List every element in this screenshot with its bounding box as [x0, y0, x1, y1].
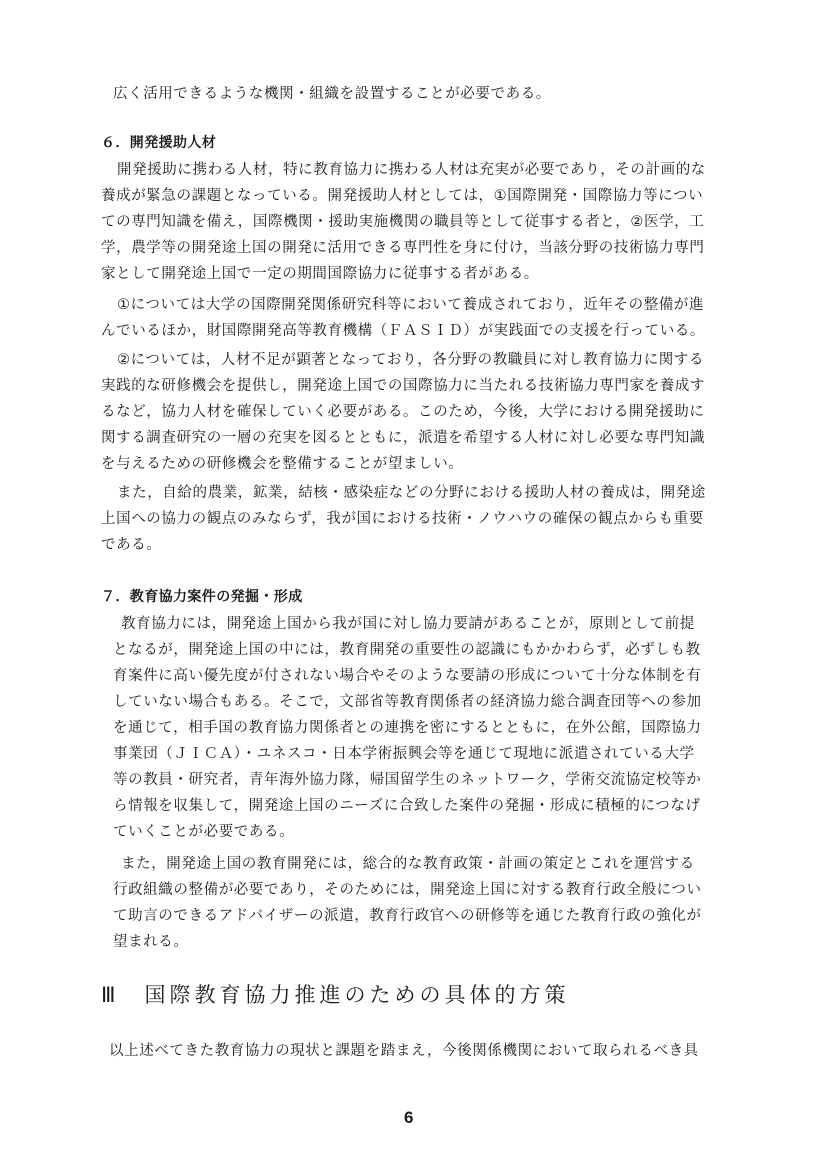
paragraph-line: 行政組織の整備が必要であり，そのためには，開発途上国に対する教育行政全般につい [113, 882, 702, 898]
intro-line: 広く活用できるような機関・組織を設置することが必要である。 [113, 86, 551, 102]
paragraph-line: また，開発途上国の教育開発には，総合的な教育政策・計画の策定とこれを運営する [121, 856, 695, 872]
paragraph-line: ていくことが必要である。 [113, 824, 295, 840]
page-number: 6 [404, 1108, 414, 1127]
paragraph-line: 上国への協力の観点のみならず，我が国における技術・ノウハウの確保の観点からも重要 [101, 511, 704, 527]
paragraph-line: また，自給的農業，鉱業，結核・感染症などの分野における援助人材の養成は，開発途 [117, 485, 706, 501]
paragraph-line: 教育協力には，開発途上国から我が国に対し協力要請があることが，原則として前提 [121, 616, 695, 632]
paragraph-line: 養成が緊急の課題となっている。開発援助人材としては，①国際開発・国際協力等につい [101, 188, 704, 204]
paragraph-line: 事業団（ＪＩＣＡ）・ユネスコ・日本学術振興会等を通じて現地に派遣されている大学 [113, 746, 695, 762]
paragraph-line: である。 [101, 537, 162, 553]
paragraph-line: ①については大学の国際開発関係研究科等において養成されており，近年その整備が進 [117, 297, 705, 313]
paragraph-line: 家として開発途上国で一定の期間国際協力に従事する者がある。 [101, 266, 539, 282]
paragraph-line: 望まれる。 [113, 934, 189, 950]
paragraph-line: ら情報を収集して，開発途上国のニーズに合致した案件の発掘・形成に積極的につなげ [113, 798, 701, 814]
paragraph-line: 開発援助に携わる人材，特に教育協力に携わる人材は充実が必要であり，その計画的な [117, 162, 706, 178]
paragraph-line: を通じて，相手国の教育協力関係者との連携を密にするとともに，在外公館，国際協力 [113, 720, 702, 736]
paragraph-line: 実践的な研修機会を提供し，開発途上国での国際協力に当たれる技術協力専門家を養成す [101, 378, 705, 394]
paragraph-line: 以上述べてきた教育協力の現状と課題を踏まえ，今後関係機関において取られるべき具 [109, 1043, 699, 1059]
section-6-heading: ６．開発援助人材 [101, 135, 217, 151]
paragraph-line: 育案件に高い優先度が付されない場合やそのような要請の形成について十分な体制を有 [113, 668, 702, 684]
paragraph-line: 学，農学等の開発途上国の開発に活用できる専門性を身に付け，当該分野の技術協力専門 [101, 240, 705, 256]
paragraph-line: ②については，人材不足が顕著となっており，各分野の教職員に対し教育協力に関する [117, 352, 705, 368]
paragraph-line: となるが，開発途上国の中には，教育開発の重要性の認識にもかかわらず，必ずしも教 [113, 642, 701, 658]
paragraph-line: を与えるための研修機会を整備することが望ましい。 [101, 456, 464, 472]
paragraph-line: 等の教員・研究者，青年海外協力隊，帰国留学生のネットワーク，学術交流協定校等か [113, 772, 702, 788]
paragraph-line: していない場合もある。そこで，文部省等教育関係者の経済協力総合調査団等への参加 [113, 694, 702, 710]
chapter-3-heading: Ⅲ 国際教育協力推進のための具体的方策 [101, 983, 570, 1007]
paragraph-line: 関する調査研究の一層の充実を図るとともに，派遣を希望する人材に対し必要な専門知識 [101, 430, 705, 446]
section-7-heading: ７．教育協力案件の発掘・形成 [101, 589, 303, 605]
paragraph-line: るなど，協力人材を確保していく必要がある。このため，今後，大学における開発援助に [101, 404, 705, 420]
paragraph-line: て助言のできるアドバイザーの派遣，教育行政官への研修等を通じた教育行政の強化が [113, 908, 702, 924]
paragraph-line: ての専門知識を備え，国際機関・援助実施機関の職員等として従事する者と，②医学，工 [101, 214, 705, 230]
paragraph-line: んでいるほか，財国際開発高等教育機構（ＦＡＳＩＤ）が実践面での支援を行っている。 [101, 323, 705, 339]
